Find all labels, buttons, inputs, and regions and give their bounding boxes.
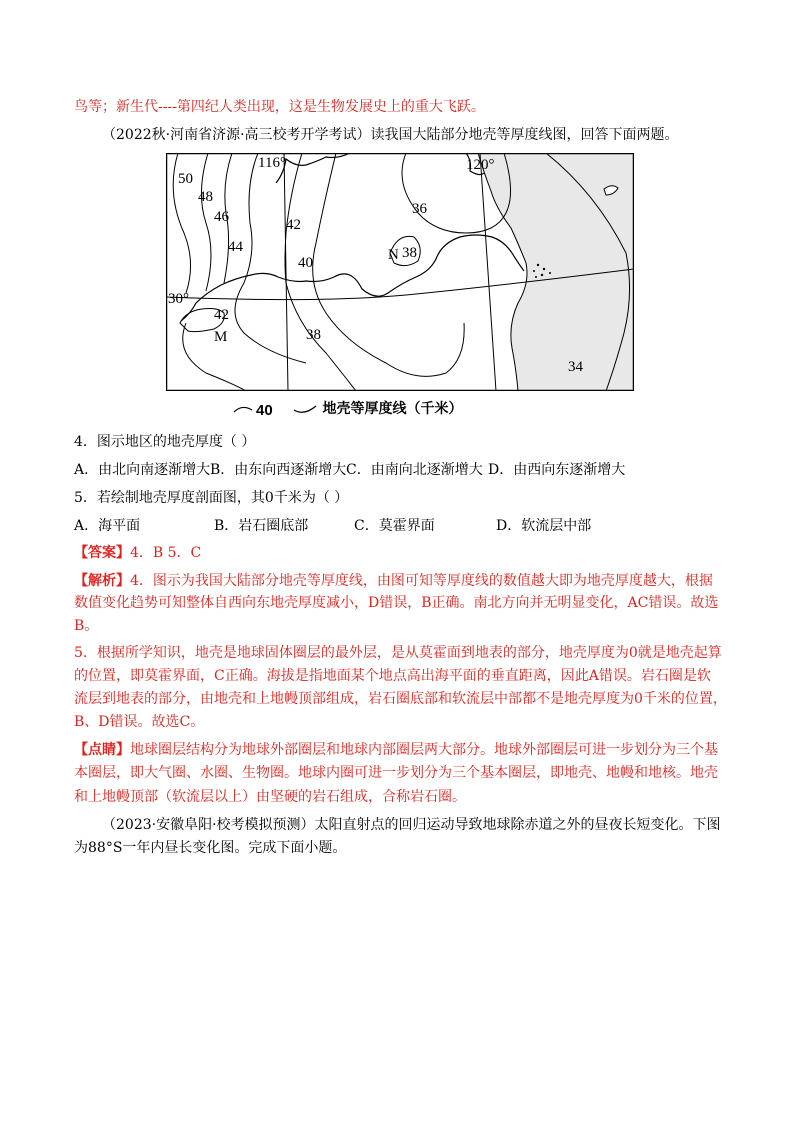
answer-line — [74, 543, 201, 563]
longitude-116 — [284, 153, 288, 391]
contour-label-50: 50 — [178, 171, 193, 187]
crust-thickness-map — [166, 153, 634, 391]
legend-value: 40 — [256, 402, 273, 418]
label-lat-30: 30° — [168, 291, 189, 307]
contour-label-42b: 42 — [214, 307, 229, 323]
contour-label-34: 34 — [568, 359, 583, 375]
q5-option-c: C．莫霍界面 — [354, 518, 435, 534]
map-svg — [166, 153, 634, 391]
next-intro-line-2: 为88°S一年内昼长变化图。完成下面小题。 — [74, 840, 347, 856]
analysis-line-2: 数值变化趋势可知整体自西向东地壳厚度减小，D错误，B正确。南北方向并无明显变化，AC错误。故选 — [74, 595, 719, 611]
q5-option-b: B．岩石圈底部 — [214, 518, 309, 534]
label-point-m: M — [214, 329, 228, 345]
q4-option-c: C．由南向北逐渐增大 — [346, 462, 483, 478]
q5-option-d: D．软流层中部 — [496, 518, 592, 534]
tips-line-1 — [74, 740, 718, 760]
q5-options — [74, 516, 714, 536]
analysis-line-4: 5．根据所学知识，地壳是地球固体圈层的最外层，是从莫霍面到地表的部分，地壳厚度为0就是地壳起算 — [74, 645, 722, 661]
top-note: 鸟等；新生代----第四纪人类出现，这是生物发展史上的重大飞跃。 — [74, 99, 485, 115]
tips-tag: 【点睛】 — [74, 742, 130, 758]
tips-line-3: 和上地幔顶部（软流层以上）由坚硬的岩石组成，合称岩石圈。 — [74, 789, 466, 805]
contour-label-36: 36 — [412, 201, 427, 217]
answer-tag: 【答案】 — [74, 545, 130, 561]
q4-stem: 4．图示地区的地壳厚度（ ） — [74, 434, 256, 450]
q5-stem: 5．若绘制地壳厚度剖面图，其0千米为（ ） — [74, 490, 349, 506]
contour-label-48: 48 — [198, 189, 213, 205]
tips-text-1: 地球圈层结构分为地球外部圈层和地球内部圈层两大部分。地球外部圈层可进一步划分为三个基 — [130, 742, 718, 758]
q4-option-b: B．由东向西逐渐增大 — [210, 462, 347, 478]
q4-option-a: A．由北向南逐渐增大 — [74, 462, 211, 478]
analysis-line-5: 的位置，即莫霍界面，C正确。海拔是指地面某个地点高出海平面的垂直距离，因此A错误。岩石圈是软 — [74, 668, 711, 684]
label-lon-120: 120° — [466, 157, 495, 173]
analysis-line-1 — [74, 571, 713, 591]
analysis-line-3: B。 — [74, 618, 99, 634]
contour-label-38s: 38 — [306, 327, 321, 343]
analysis-text-1: 4．图示为我国大陆部分地壳等厚度线，由图可知等厚度线的数值越大即为地壳厚度越大，根据 — [130, 573, 713, 589]
analysis-line-6: 流层到地表的部分，由地壳和上地幔顶部组成，岩石圈底部和软流层中部都不是地壳厚度为0千米的位置， — [74, 691, 727, 707]
contour-label-42a: 42 — [286, 217, 301, 233]
tips-line-2: 本圈层，即大气圈、水圈、生物圈。地球内圈可进一步划分为三个基本圈层，即地壳、地幔和地核。地壳 — [74, 765, 718, 781]
analysis-tag: 【解析】 — [74, 573, 130, 589]
next-intro-line-1: （2023·安徽阜阳·校考模拟预测）太阳直射点的回归运动导致地球除赤道之外的昼夜长短变化。下图 — [102, 817, 721, 833]
contour-label-38n: 38 — [402, 245, 417, 261]
river-top — [276, 153, 350, 183]
legend-text: 地壳等厚度线（千米） — [322, 401, 463, 417]
question-intro: （2022秋·河南省济源·高三校考开学考试）读我国大陆部分地壳等厚度线图，回答下面两题。 — [102, 127, 679, 143]
contour-label-40: 40 — [298, 255, 313, 271]
contour-label-44: 44 — [228, 239, 243, 255]
map-legend — [232, 399, 462, 419]
contour-label-46: 46 — [214, 209, 229, 225]
q4-options — [74, 460, 714, 480]
answer-text: 4．B 5．C — [130, 545, 202, 561]
label-point-n: N — [388, 247, 399, 263]
label-lon-116: 116° — [258, 155, 286, 171]
q4-option-d: D．由西向东逐渐增大 — [488, 462, 626, 478]
analysis-line-7: B、D错误。故选C。 — [74, 714, 205, 730]
q5-option-a: A．海平面 — [74, 518, 141, 534]
legend-symbol — [232, 400, 318, 418]
